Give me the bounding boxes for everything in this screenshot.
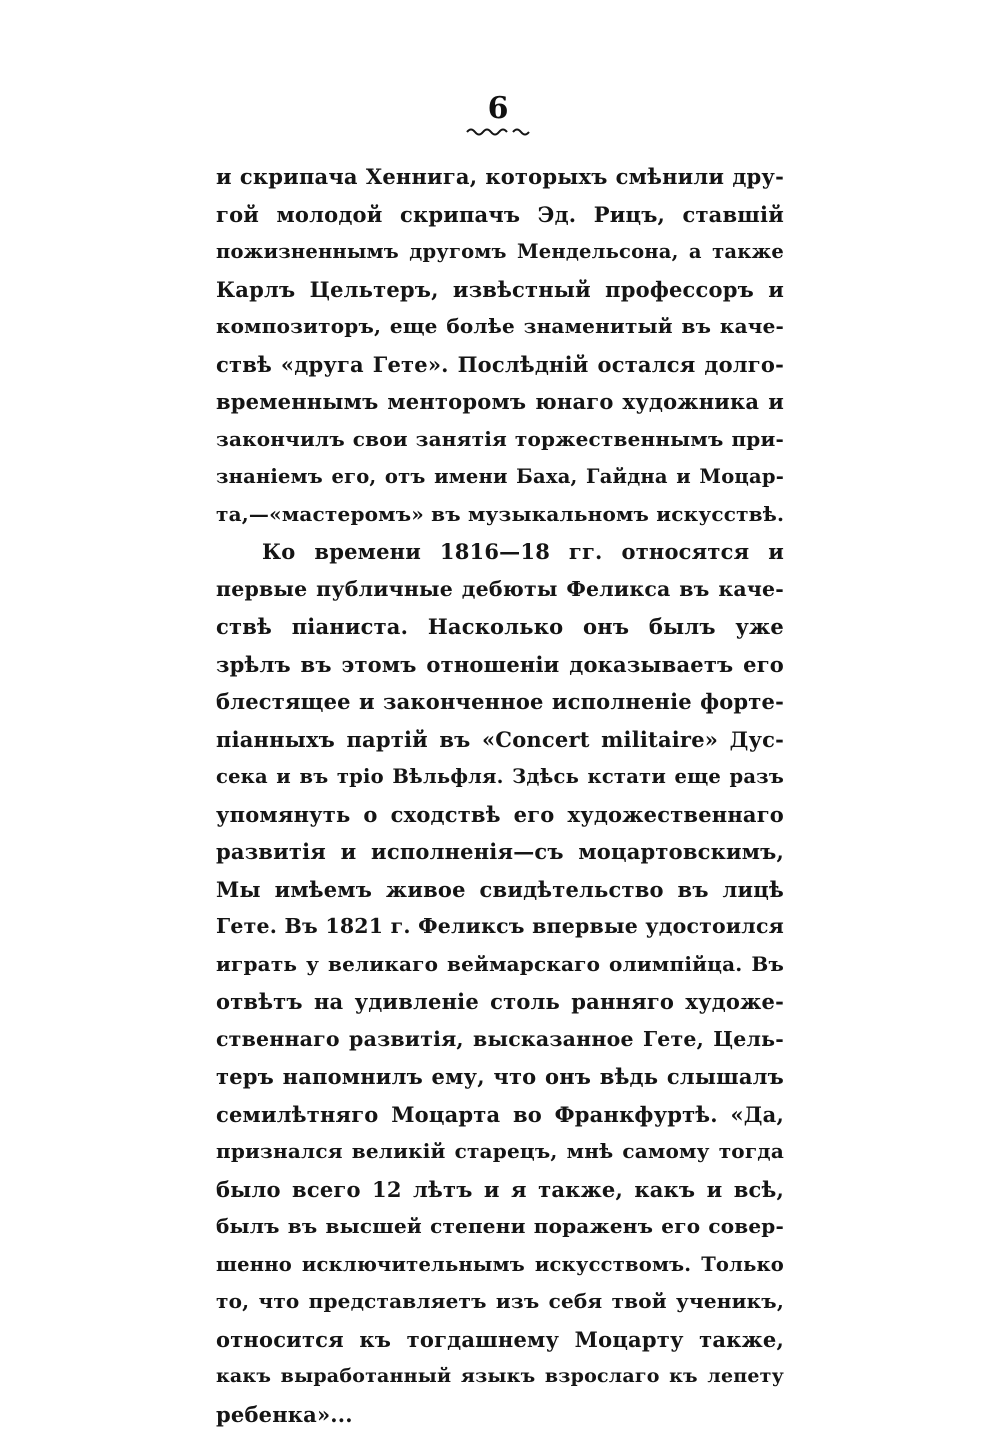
text-line: блестящее и законченное исполненіе форте-	[216, 683, 784, 721]
text-line: Гете. Въ 1821 г. Феликсъ впервые удостоился	[216, 908, 784, 946]
text-line: былъ въ высшей степени пораженъ его совер-	[216, 1208, 784, 1246]
text-line: временнымъ менторомъ юнаго художника и	[216, 383, 784, 421]
text-line: первые публичные дебюты Феликса въ каче-	[216, 571, 784, 609]
text-line: семилѣтняго Моцарта во Франкфуртѣ. «Да,	[216, 1096, 784, 1134]
text-line: закончилъ свои занятія торжественнымъ при-	[216, 421, 784, 459]
text-line: композиторъ, еще болѣе знаменитый въ каче-	[216, 308, 784, 346]
text-line: то, что представляетъ изъ себя твой ученикъ,	[216, 1283, 784, 1321]
wavy-ornament-icon	[465, 126, 535, 138]
text-line: пожизненнымъ другомъ Мендельсона, а также	[216, 233, 784, 271]
text-line: Мы имѣемъ живое свидѣтельство въ лицѣ	[216, 871, 784, 909]
text-line: Ко времени 1816—18 гг. относятся и	[216, 533, 784, 571]
text-line: знаніемъ его, отъ имени Баха, Гайдна и Моцар-	[216, 458, 784, 496]
text-line: ребенка»...	[216, 1396, 784, 1433]
body-text	[216, 158, 784, 1433]
text-line: теръ напомнилъ ему, что онъ вѣдь слышалъ	[216, 1058, 784, 1096]
text-line: относится къ тогдашнему Моцарту также,	[216, 1321, 784, 1359]
text-line: шенно исключительнымъ искусствомъ. Только	[216, 1246, 784, 1284]
paragraph-1	[216, 158, 784, 533]
text-line: Карлъ Цельтеръ, извѣстный профессоръ и	[216, 271, 784, 309]
page-number: 6	[0, 92, 1000, 126]
text-line: піанныхъ партій въ «Concert militaire» Дус-	[216, 721, 784, 759]
text-line: упомянуть о сходствѣ его художественнаго	[216, 796, 784, 834]
text-line: ствѣ піаниста. Насколько онъ былъ уже	[216, 608, 784, 646]
text-line: зрѣлъ въ этомъ отношеніи доказываетъ его	[216, 646, 784, 684]
text-line: сека и въ тріо Вѣльфля. Здѣсь кстати еще разъ	[216, 758, 784, 796]
paragraph-2	[216, 533, 784, 1433]
text-line: та,—«мастеромъ» въ музыкальномъ искусствѣ.	[216, 496, 784, 534]
text-line: гой молодой скрипачъ Эд. Рицъ, ставшій	[216, 196, 784, 234]
text-line: и скрипача Хеннига, которыхъ смѣнили дру-	[216, 158, 784, 196]
text-line: развитія и исполненія—съ моцартовскимъ,	[216, 833, 784, 871]
text-line: ствѣ «друга Гете». Послѣдній остался долго-	[216, 346, 784, 384]
text-line: было всего 12 лѣтъ и я также, какъ и всѣ,	[216, 1171, 784, 1209]
page-header	[0, 92, 1000, 138]
text-line: какъ выработанный языкъ взрослаго къ лепету	[216, 1358, 784, 1396]
text-line: признался великій старецъ, мнѣ самому тогда	[216, 1133, 784, 1171]
text-line: играть у великаго веймарскаго олимпійца. Въ	[216, 946, 784, 984]
text-line: отвѣтъ на удивленіе столь ранняго художе-	[216, 983, 784, 1021]
text-line: ственнаго развитія, высказанное Гете, Цель-	[216, 1021, 784, 1059]
